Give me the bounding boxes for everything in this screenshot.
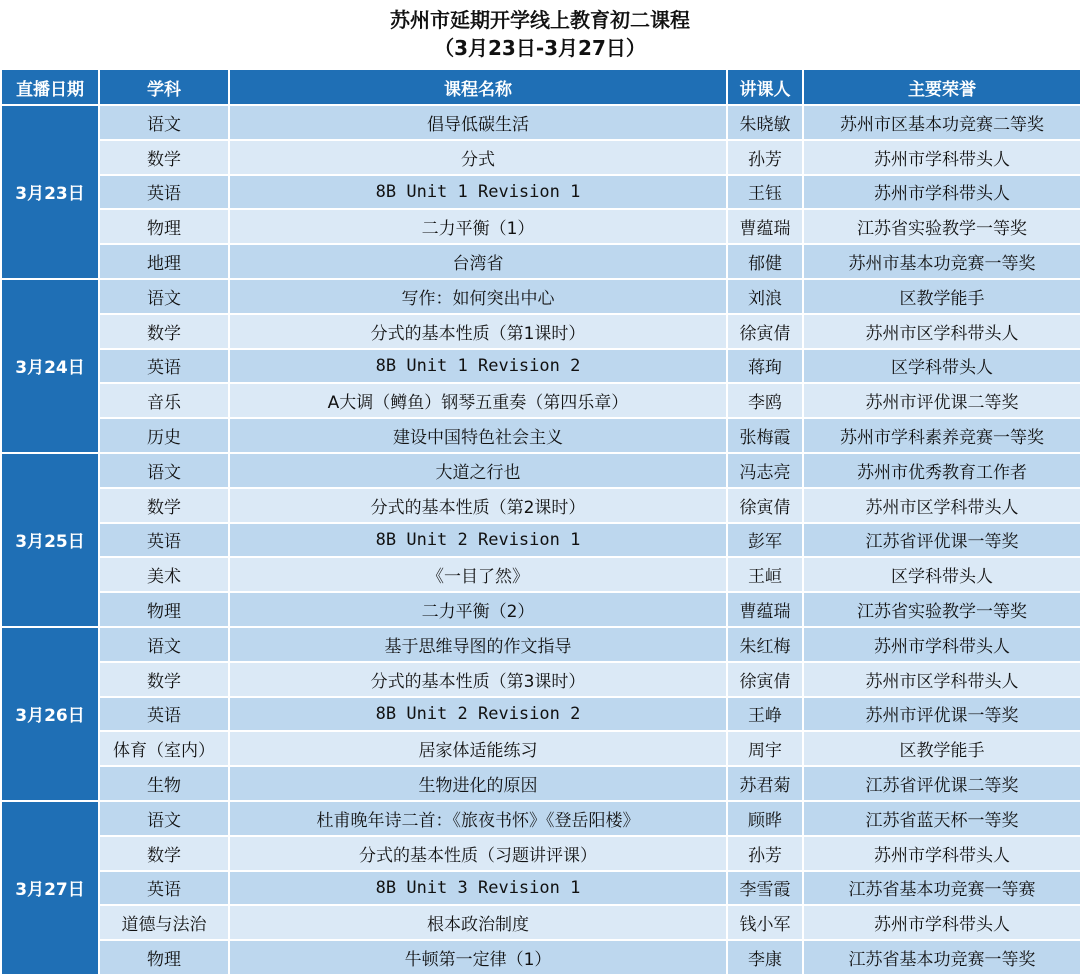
subject-cell: 语文 — [99, 105, 229, 140]
document-title — [0, 0, 1080, 66]
honor-cell: 江苏省实验教学一等奖 — [803, 592, 1080, 627]
honor-cell: 苏州市基本功竞赛一等奖 — [803, 244, 1080, 279]
subject-cell: 英语 — [99, 523, 229, 558]
subject-cell: 物理 — [99, 592, 229, 627]
teacher-cell: 刘浪 — [727, 279, 803, 314]
date-cell: 3月27日 — [1, 801, 99, 975]
course-cell: 牛顿第一定律（1） — [229, 940, 727, 975]
table-row — [1, 836, 1080, 871]
teacher-cell: 冯志亮 — [727, 453, 803, 488]
honor-cell: 苏州市优秀教育工作者 — [803, 453, 1080, 488]
course-cell: 分式的基本性质（第3课时） — [229, 662, 727, 697]
teacher-cell: 王钰 — [727, 175, 803, 210]
title-date-range: （3月23日-3月27日） — [434, 36, 646, 60]
honor-cell: 苏州市学科带头人 — [803, 836, 1080, 871]
subject-cell: 历史 — [99, 418, 229, 453]
subject-cell: 数学 — [99, 140, 229, 175]
teacher-cell: 钱小军 — [727, 905, 803, 940]
subject-cell: 英语 — [99, 697, 229, 732]
table-row — [1, 557, 1080, 592]
teacher-cell: 李雪霞 — [727, 871, 803, 906]
table-header-row — [1, 69, 1080, 105]
date-cell: 3月24日 — [1, 279, 99, 453]
teacher-cell: 周宇 — [727, 731, 803, 766]
honor-cell: 苏州市学科带头人 — [803, 627, 1080, 662]
course-cell: 分式的基本性质（第1课时） — [229, 314, 727, 349]
course-cell: 生物进化的原因 — [229, 766, 727, 801]
teacher-cell: 孙芳 — [727, 836, 803, 871]
subject-cell: 道德与法治 — [99, 905, 229, 940]
table-body — [1, 105, 1080, 975]
teacher-cell: 徐寅倩 — [727, 314, 803, 349]
course-cell: 大道之行也 — [229, 453, 727, 488]
course-cell: 8B Unit 1 Revision 2 — [229, 349, 727, 384]
teacher-cell: 王峘 — [727, 557, 803, 592]
honor-cell: 江苏省蓝天杯一等奖 — [803, 801, 1080, 836]
subject-cell: 语文 — [99, 453, 229, 488]
teacher-cell: 苏君菊 — [727, 766, 803, 801]
course-cell: 8B Unit 1 Revision 1 — [229, 175, 727, 210]
honor-cell: 区学科带头人 — [803, 557, 1080, 592]
course-cell: 倡导低碳生活 — [229, 105, 727, 140]
teacher-cell: 朱红梅 — [727, 627, 803, 662]
course-cell: 基于思维导图的作文指导 — [229, 627, 727, 662]
honor-cell: 苏州市区学科带头人 — [803, 662, 1080, 697]
honor-cell: 苏州市评优课一等奖 — [803, 697, 1080, 732]
course-cell: 《一目了然》 — [229, 557, 727, 592]
course-cell: 二力平衡（2） — [229, 592, 727, 627]
table-row — [1, 627, 1080, 662]
subject-cell: 生物 — [99, 766, 229, 801]
honor-cell: 江苏省评优课二等奖 — [803, 766, 1080, 801]
course-schedule-table — [0, 68, 1080, 976]
teacher-cell: 朱晓敏 — [727, 105, 803, 140]
title-main: 苏州市延期开学线上教育初二课程 — [390, 8, 690, 32]
teacher-cell: 李鸥 — [727, 383, 803, 418]
subject-cell: 英语 — [99, 175, 229, 210]
subject-cell: 英语 — [99, 349, 229, 384]
teacher-cell: 曹蕴瑞 — [727, 592, 803, 627]
course-cell: 根本政治制度 — [229, 905, 727, 940]
honor-cell: 苏州市学科带头人 — [803, 175, 1080, 210]
subject-cell: 体育（室内） — [99, 731, 229, 766]
subject-cell: 地理 — [99, 244, 229, 279]
teacher-cell: 李康 — [727, 940, 803, 975]
table-row — [1, 801, 1080, 836]
course-cell: 分式的基本性质（第2课时） — [229, 488, 727, 523]
subject-cell: 数学 — [99, 488, 229, 523]
honor-cell: 苏州市区学科带头人 — [803, 488, 1080, 523]
course-cell: 居家体适能练习 — [229, 731, 727, 766]
table-row — [1, 140, 1080, 175]
table-row — [1, 871, 1080, 906]
table-row — [1, 453, 1080, 488]
honor-cell: 江苏省基本功竞赛一等赛 — [803, 871, 1080, 906]
subject-cell: 数学 — [99, 662, 229, 697]
honor-cell: 苏州市学科带头人 — [803, 905, 1080, 940]
course-cell: A大调（鳟鱼）钢琴五重奏（第四乐章） — [229, 383, 727, 418]
table-row — [1, 766, 1080, 801]
table-row — [1, 244, 1080, 279]
honor-cell: 苏州市区学科带头人 — [803, 314, 1080, 349]
teacher-cell: 彭军 — [727, 523, 803, 558]
table-row — [1, 940, 1080, 975]
teacher-cell: 王峥 — [727, 697, 803, 732]
honor-cell: 区教学能手 — [803, 731, 1080, 766]
table-row — [1, 662, 1080, 697]
honor-cell: 苏州市学科带头人 — [803, 140, 1080, 175]
honor-cell: 苏州市区基本功竞赛二等奖 — [803, 105, 1080, 140]
table-row — [1, 349, 1080, 384]
date-cell: 3月26日 — [1, 627, 99, 801]
subject-cell: 音乐 — [99, 383, 229, 418]
teacher-cell: 徐寅倩 — [727, 662, 803, 697]
subject-cell: 美术 — [99, 557, 229, 592]
honor-cell: 苏州市评优课二等奖 — [803, 383, 1080, 418]
subject-cell: 数学 — [99, 314, 229, 349]
teacher-cell: 郁健 — [727, 244, 803, 279]
table-row — [1, 697, 1080, 732]
header-honor: 主要荣誉 — [803, 69, 1080, 105]
table-row — [1, 314, 1080, 349]
subject-cell: 语文 — [99, 627, 229, 662]
table-row — [1, 105, 1080, 140]
header-teacher: 讲课人 — [727, 69, 803, 105]
header-subject: 学科 — [99, 69, 229, 105]
teacher-cell: 蒋珣 — [727, 349, 803, 384]
course-cell: 8B Unit 2 Revision 2 — [229, 697, 727, 732]
honor-cell: 江苏省基本功竞赛一等奖 — [803, 940, 1080, 975]
header-course: 课程名称 — [229, 69, 727, 105]
teacher-cell: 孙芳 — [727, 140, 803, 175]
course-cell: 台湾省 — [229, 244, 727, 279]
subject-cell: 英语 — [99, 871, 229, 906]
course-cell: 8B Unit 2 Revision 1 — [229, 523, 727, 558]
honor-cell: 江苏省评优课一等奖 — [803, 523, 1080, 558]
course-cell: 分式 — [229, 140, 727, 175]
header-date: 直播日期 — [1, 69, 99, 105]
table-row — [1, 279, 1080, 314]
table-row — [1, 175, 1080, 210]
course-cell: 写作：如何突出中心 — [229, 279, 727, 314]
subject-cell: 语文 — [99, 801, 229, 836]
subject-cell: 语文 — [99, 279, 229, 314]
teacher-cell: 顾晔 — [727, 801, 803, 836]
subject-cell: 物理 — [99, 209, 229, 244]
table-row — [1, 488, 1080, 523]
honor-cell: 江苏省实验教学一等奖 — [803, 209, 1080, 244]
table-row — [1, 592, 1080, 627]
honor-cell: 区教学能手 — [803, 279, 1080, 314]
table-row — [1, 731, 1080, 766]
date-cell: 3月25日 — [1, 453, 99, 627]
table-row — [1, 905, 1080, 940]
table-row — [1, 209, 1080, 244]
honor-cell: 区学科带头人 — [803, 349, 1080, 384]
course-cell: 8B Unit 3 Revision 1 — [229, 871, 727, 906]
subject-cell: 数学 — [99, 836, 229, 871]
teacher-cell: 曹蕴瑞 — [727, 209, 803, 244]
course-cell: 建设中国特色社会主义 — [229, 418, 727, 453]
teacher-cell: 徐寅倩 — [727, 488, 803, 523]
table-row — [1, 383, 1080, 418]
subject-cell: 物理 — [99, 940, 229, 975]
table-row — [1, 418, 1080, 453]
honor-cell: 苏州市学科素养竞赛一等奖 — [803, 418, 1080, 453]
course-cell: 杜甫晚年诗二首：《旅夜书怀》《登岳阳楼》 — [229, 801, 727, 836]
teacher-cell: 张梅霞 — [727, 418, 803, 453]
course-cell: 二力平衡（1） — [229, 209, 727, 244]
course-cell: 分式的基本性质（习题讲评课） — [229, 836, 727, 871]
table-row — [1, 523, 1080, 558]
date-cell: 3月23日 — [1, 105, 99, 279]
